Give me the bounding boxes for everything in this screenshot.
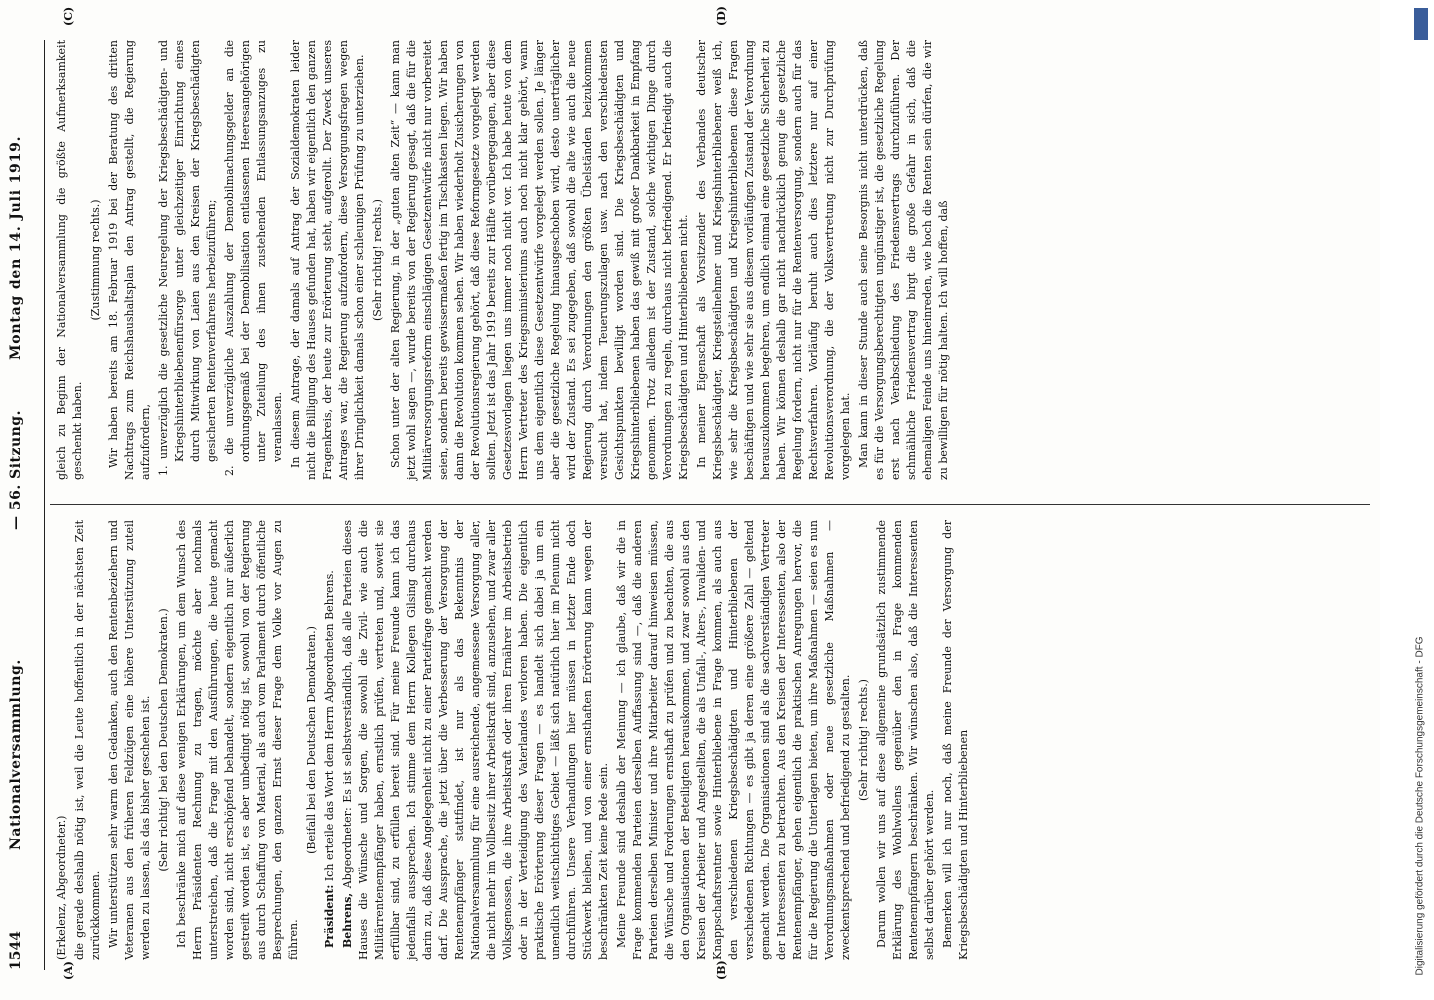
paragraph: Bemerken will ich nur noch, daß meine Freunde der Versorgung der Kriegsbeschädigten und Hinterbliebenen — [941, 520, 970, 960]
speaker-role: Abgeordneter: — [341, 807, 354, 889]
paragraph: Wir unterstützen sehr warm den Gedanken, auch den Rentenbeziehern und Veteranen aus den früheren Feldzügen eine höhere Unterstützung zuteil werden zu lassen, als das bisher geschehen ist. — [107, 520, 152, 960]
speaker-name: Präsident: — [323, 884, 336, 948]
list-item: 1. unverzüglich die gesetzliche Neuregelung der Kriegsbeschädigten- und Kriegshinterbliebenenfürsorge unter gleichzeitiger Einrichtung eines durch Mitwirkung von Laien aus den Kreisen der Kriegsbeschädigten gesicherten Rentenverfahrens herbeizuführen; — [157, 40, 218, 476]
speaker-continuation: (Erkelenz, Abgeordneter.) — [55, 815, 68, 960]
paragraph: Schon unter der alten Regierung, in der „guten alten Zeit“ — kann man jetzt wohl sagen —, wurde bereits von der Regierung gesagt, daß die für die Militärversorgungsreform einschlägigen Gesetzentwürfe nicht nur vorbereitet seien, sondern bereits gewissermaßen fertig im Tischkasten liegen. Wir haben dann die Revolution kommen sehen. Wir haben wiederholt Zusicherungen von der Revolutionsregierung gehört, daß diese Reformgesetze vorgelegt werden sollten. Jetzt ist das Jahr 1919 bereits zur Hälfte vorübergegangen, aber diese Gesetzesvorlagen liegen uns immer noch nicht vor. Ich habe heute von dem Herrn Vertreter des Kriegsministeriums auch noch nicht klar gehört, wann uns dem eigentlich diese Gesetzentwürfe vorgelegt werden sollen. Je länger aber die gesetzliche Regelung hinausgeschoben wird, desto unerträglicher wird der Zustand. Es sei zugegeben, daß sowohl die alte wie auch die neue Regierung durch Verordnungen den größten Übelständen beizukommen versucht hat, indem Teuerungszulagen usw. nach den verschiedensten Gesichtspunkten bewilligt worden sind. Die Kriegsbeschädigten und Kriegshinterbliebenen haben das gewiß mit großer Dankbarkeit in Empfang genommen. Trotz alledem ist der Zustand, solche wichtigen Dinge durch Verordnungen zu regeln, durchaus nicht befriedigend. Er befriedigt auch die Kriegsbeschädigten und Hinterbliebenen nicht. — [389, 40, 690, 480]
reaction: (Sehr richtig! bei den Deutschen Demokraten.) — [157, 608, 170, 872]
margin-mark-a: (A) — [62, 961, 75, 980]
header-date: Montag den 14. Juli 1919. — [8, 135, 24, 360]
behrens-intro — [340, 520, 612, 960]
column-left — [54, 520, 974, 960]
page-number: 1544 — [8, 931, 24, 970]
paragraph: Ich beschränke mich auf diese wenigen Erklärungen, um dem Wunsch des Herrn Präsidenten Rechnung zu tragen, möchte aber nochmals unterstreichen, daß die Frage mit den Ausführungen, die heute gemacht worden sind, nicht erschöpfend behandelt, sondern eigentlich nur äußerlich gestreift worden ist, es aber unbedingt nötig ist, sowohl von der Regierung aus durch Schaffung von Material, als auch vom Parlament durch öffentliche Besprechungen, den ganzen Ernst dieser Frage dem Volke vor Augen zu führen. — [175, 520, 300, 960]
paragraph: Darum wollen wir uns auf diese allgemeine grundsätzlich zustimmende Erklärung des Wohlwollens gegenüber den in Frage kommenden Rentenempfängern beschränken. Wir wünschen also, daß die Interessenten selbst darüber gehört werden. — [875, 520, 936, 960]
president-statement — [322, 520, 338, 960]
speaker-text: Ich erteile das Wort dem Herrn Abgeordneten Behrens. — [323, 570, 336, 882]
paragraph: Man kann in dieser Stunde auch seine Besorgnis nicht unterdrücken, daß es für die Versorgungsberechtigten ungünstiger ist, die gesetzliche Regelung erst nach Verabschiedung des Friedensvertrags durchzuführen. Der schmähliche Friedensvertrag birgt die große Gefahr in sich, daß die ehemaligen Feinde uns hineinreden, wie hoch die Renten sein dürfen, die wir zu bewilligen für nötig halten. Ich will hoffen, daß — [857, 40, 950, 480]
reaction: (Zustimmung rechts.) — [89, 199, 102, 321]
margin-mark-b: (B) — [715, 960, 728, 980]
header-rule — [44, 40, 45, 970]
header-session: — 56. Sitzung. — [8, 410, 24, 530]
header-title: Nationalversammlung. — [8, 659, 24, 850]
column-divider — [50, 504, 1370, 505]
reaction: (Beifall bei den Deutschen Demokraten.) — [305, 626, 318, 854]
margin-mark-c: (C) — [62, 6, 75, 26]
reaction: (Sehr richtig! rechts.) — [857, 679, 870, 801]
paragraph: Meine Freunde sind deshalb der Meinung — ich glaube, daß wir die in Frage kommenden Parteien derselben Auffassung sind —, daß die anderen Parteien derselben Minister und ihre Mitarbeiter darauf hinweisen müssen, die Wünsche und Forderungen ernsthaft zu prüfen und zu beachten, die aus den Organisationen der Beteiligten herauskommen, und zwar sowohl aus den Kreisen der Arbeiter und Angestellten, die als Unfall-, Alters-, Invaliden- und Knappschaftsrentner sowie Hinterbliebene in Frage kommen, als auch aus den verschiedenen Kriegsbeschädigten und Hinterbliebenen der verschiedenen Richtungen — es gibt ja deren eine größere Zahl — geltend gemacht werden. Die Organisationen sind als die sachverständigen Vertreter der Interessenten zu betrachten. Aus den Kreisen der Interessenten, also der Rentenempfänger, gehen eigentlich die praktischen Anregungen hervor, die für die Regierung die Unterlagen bieten, um ihre Maßnahmen — seien es nun Verordnungsmaßnahmen oder neue gesetzliche Maßnahmen — zweckentsprechend und befriedigend zu gestalten. — [615, 520, 852, 960]
page-header — [0, 0, 36, 1000]
speaker-name: Behrens, — [341, 892, 354, 948]
margin-mark-d: (D) — [715, 6, 728, 26]
paragraph: In diesem Antrage, der damals auf Antrag der Sozialdemokraten leider nicht die Billigung des Hauses gefunden hat, haben wir eigentlich den ganzen Fragenkreis, der heute zur Erörterung steht, aufgerollt. Der Zweck unseres Antrages war, die Regierung aufzufordern, diese Versorgungsfragen wegen ihrer Dringlichkeit damals schon einer schleunigen Prüfung zu unterziehen. — [289, 40, 366, 480]
reaction: (Sehr richtig! rechts.) — [371, 199, 384, 321]
funding-note: Digitalisierung gefördert durch die Deutsche Forschungsgemeinschaft - DFG — [1414, 636, 1426, 976]
column-right — [54, 40, 954, 480]
paragraph: In meiner Eigenschaft als Vorsitzender des Verbandes deutscher Kriegsbeschädigter, Kriegsteilnehmer und Kriegshinterbliebener weiß ich, wie sehr die Kriegsbeschädigten und Kriegshinterbliebenen diese Fragen beschäftigen und wie sehr sie aus diesem vorläufigen Zustand der Verordnung herauszukommen begehren, um endlich einmal eine gesetzliche Sicherheit zu haben. Wir können deshalb gar nicht nachdrücklich genug die gesetzliche Regelung fordern, nicht nur für die Rentenversorgung, sondern auch für das Rechtsverfahren. Vorläufig beruht auch dies letztere nur auf einer Revolutionsverordnung, die der Volksvertretung nicht zur Durchprüfung vorgelegen hat. — [695, 40, 852, 480]
paragraph: gleich zu Beginn der Nationalversammlung die größte Aufmerksamkeit geschenkt haben. — [55, 40, 84, 480]
funding-sidebar — [1410, 0, 1434, 1000]
paragraph: die gerade deshalb nötig ist, weil die Leute hoffentlich in der nächsten Zeit zurückkommen. — [73, 520, 102, 960]
paragraph: Wir haben bereits am 18. Februar 1919 bei der Beratung des dritten Nachtrags zum Reichshaushaltsplan den Antrag gestellt, die Regierung aufzufordern, — [107, 40, 152, 480]
speaker-text: Es ist selbstverständlich, daß alle Parteien dieses Hauses die Wünsche und Sorgen, die sowohl die Zivil- wie auch die Militärrentenempfänger haben, ernstlich prüfen, vertreten und, soweit sie erfüllbar sind, zu erfüllen bereit sind. Für meine Freunde kann ich das jedenfalls aussprechen. Ich stimme dem Herrn Kollegen Gilsing durchaus darin zu, daß diese Angelegenheit nicht zu einer Parteifrage gemacht werden darf. Die Aussprache, die jetzt über die Verbesserung der Versorgung der Rentenempfänger stattfindet, ist nur als das Bekenntnis der Nationalversammlung für eine ausreichende, angemessene Versorgung aller, die nicht mehr im Vollbesitz ihrer Arbeitskraft sind, anzusehen, und zwar aller Volksgenossen, die ihre Arbeitskraft oder ihren Ernährer im Arbeitsbetrieb oder in der Verteidigung des Vaterlandes verloren haben. Die eigentlich praktische Erörterung dieser Fragen — es handelt sich dabei ja um ein unendlich weitschichtiges Gebiet — läßt sich natürlich hier im Plenum nicht durchführen. Unsere Verhandlungen hier müssen in letzter Ende doch Stückwerk bleiben, und von einer ernsthaften Erörterung kann wegen der beschränkten Zeit keine Rede sein. — [341, 519, 610, 960]
list-item: 2. die unverzügliche Auszahlung der Demobilmachungsgelder an die ordnungsgemäß bei der Demobilisation entlassenen Heeresangehörigen unter Zuteilung des ihnen zustehenden Entlassungsanzuges zu veranlassen. — [223, 40, 284, 476]
